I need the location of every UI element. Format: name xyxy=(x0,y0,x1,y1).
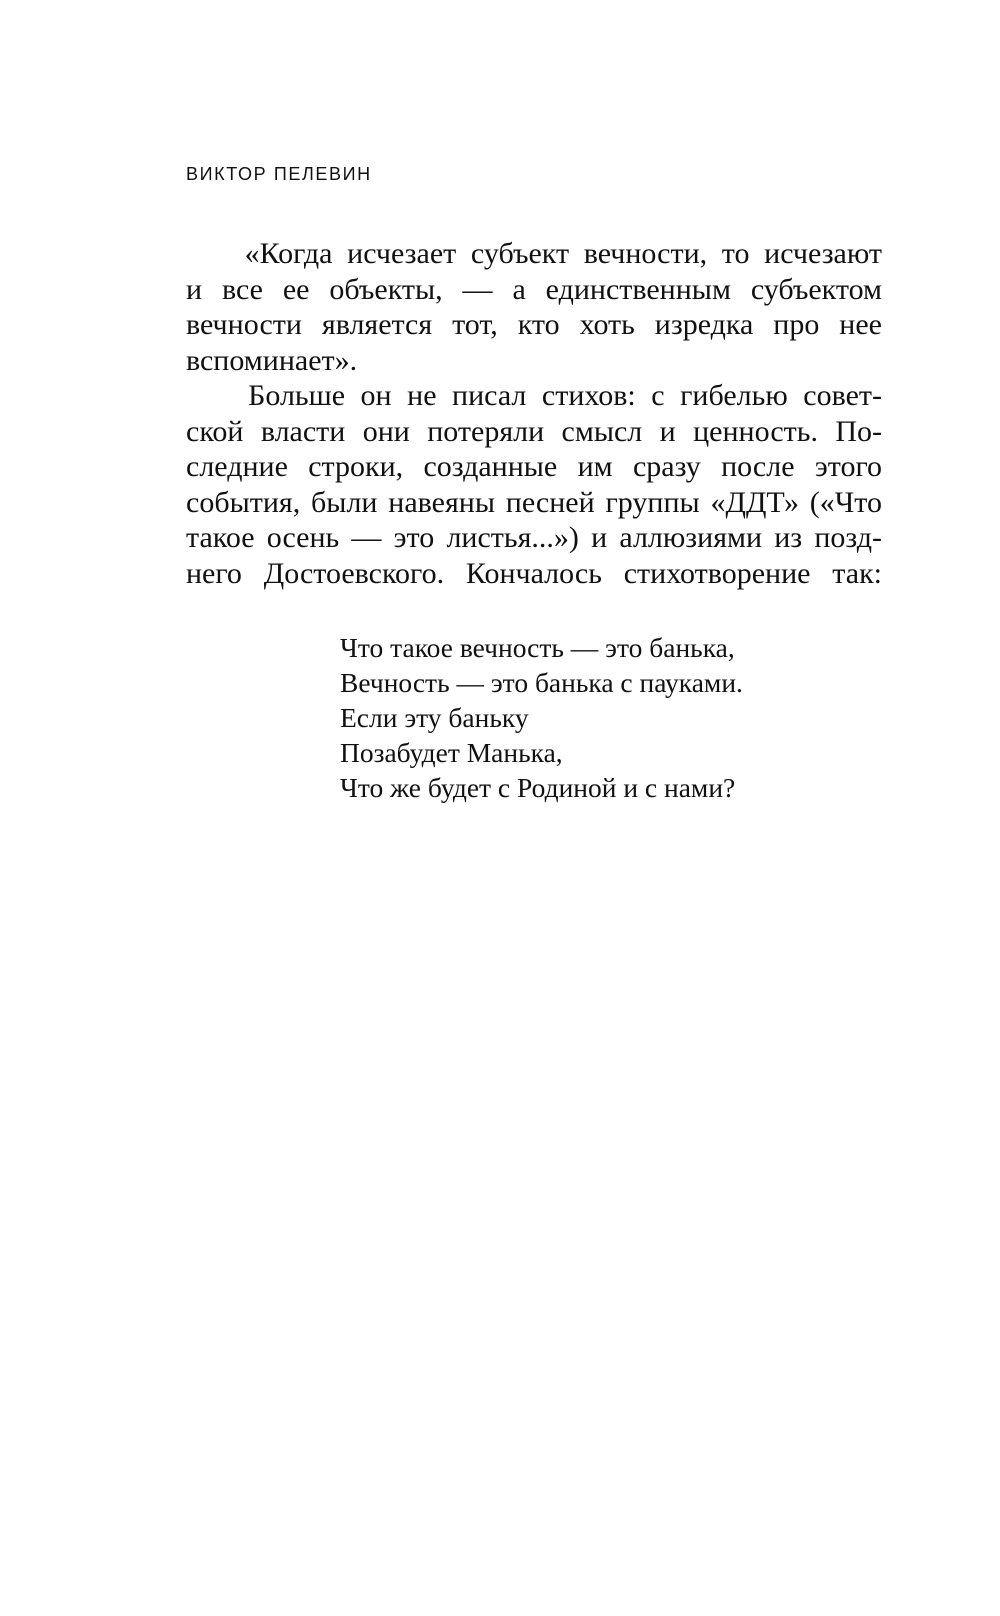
poem-line: Вечность — это банька с пауками. xyxy=(340,667,743,698)
text-line: и все ее объекты, — а единственным субъектом xyxy=(186,272,882,306)
text-line: события, были навеяны песней группы «ДДТ» («Что xyxy=(186,485,882,519)
text-line: ской власти они потеряли смысл и ценность. По- xyxy=(186,414,882,448)
poem-line: Что же будет с Родиной и с нами? xyxy=(340,772,736,803)
poem-stanza xyxy=(340,630,743,805)
text-line: такое осень — это листья...») и аллюзиями из позд- xyxy=(186,521,882,554)
poem-line: Что такое вечность — это банька, xyxy=(340,632,735,663)
poem-line: Если эту баньку xyxy=(340,702,529,733)
text-line: вечности является тот, кто хоть изредка про нее xyxy=(186,308,882,341)
text-line: вспоминает». xyxy=(186,343,358,377)
text-line: «Когда исчезает субъект вечности, то исчезают xyxy=(186,237,882,270)
running-head: ВИКТОР ПЕЛЕВИН xyxy=(186,164,372,184)
text-line: следние строки, созданные им сразу после этого xyxy=(186,450,882,483)
text-line: Больше он не писал стихов: с гибелью совет- xyxy=(186,379,882,412)
body-text xyxy=(186,236,882,591)
paragraph xyxy=(186,236,882,378)
text-line: него Достоевского. Кончалось стихотворение так: xyxy=(186,556,882,590)
poem-line: Позабудет Манька, xyxy=(340,737,563,768)
paragraph xyxy=(186,378,882,591)
